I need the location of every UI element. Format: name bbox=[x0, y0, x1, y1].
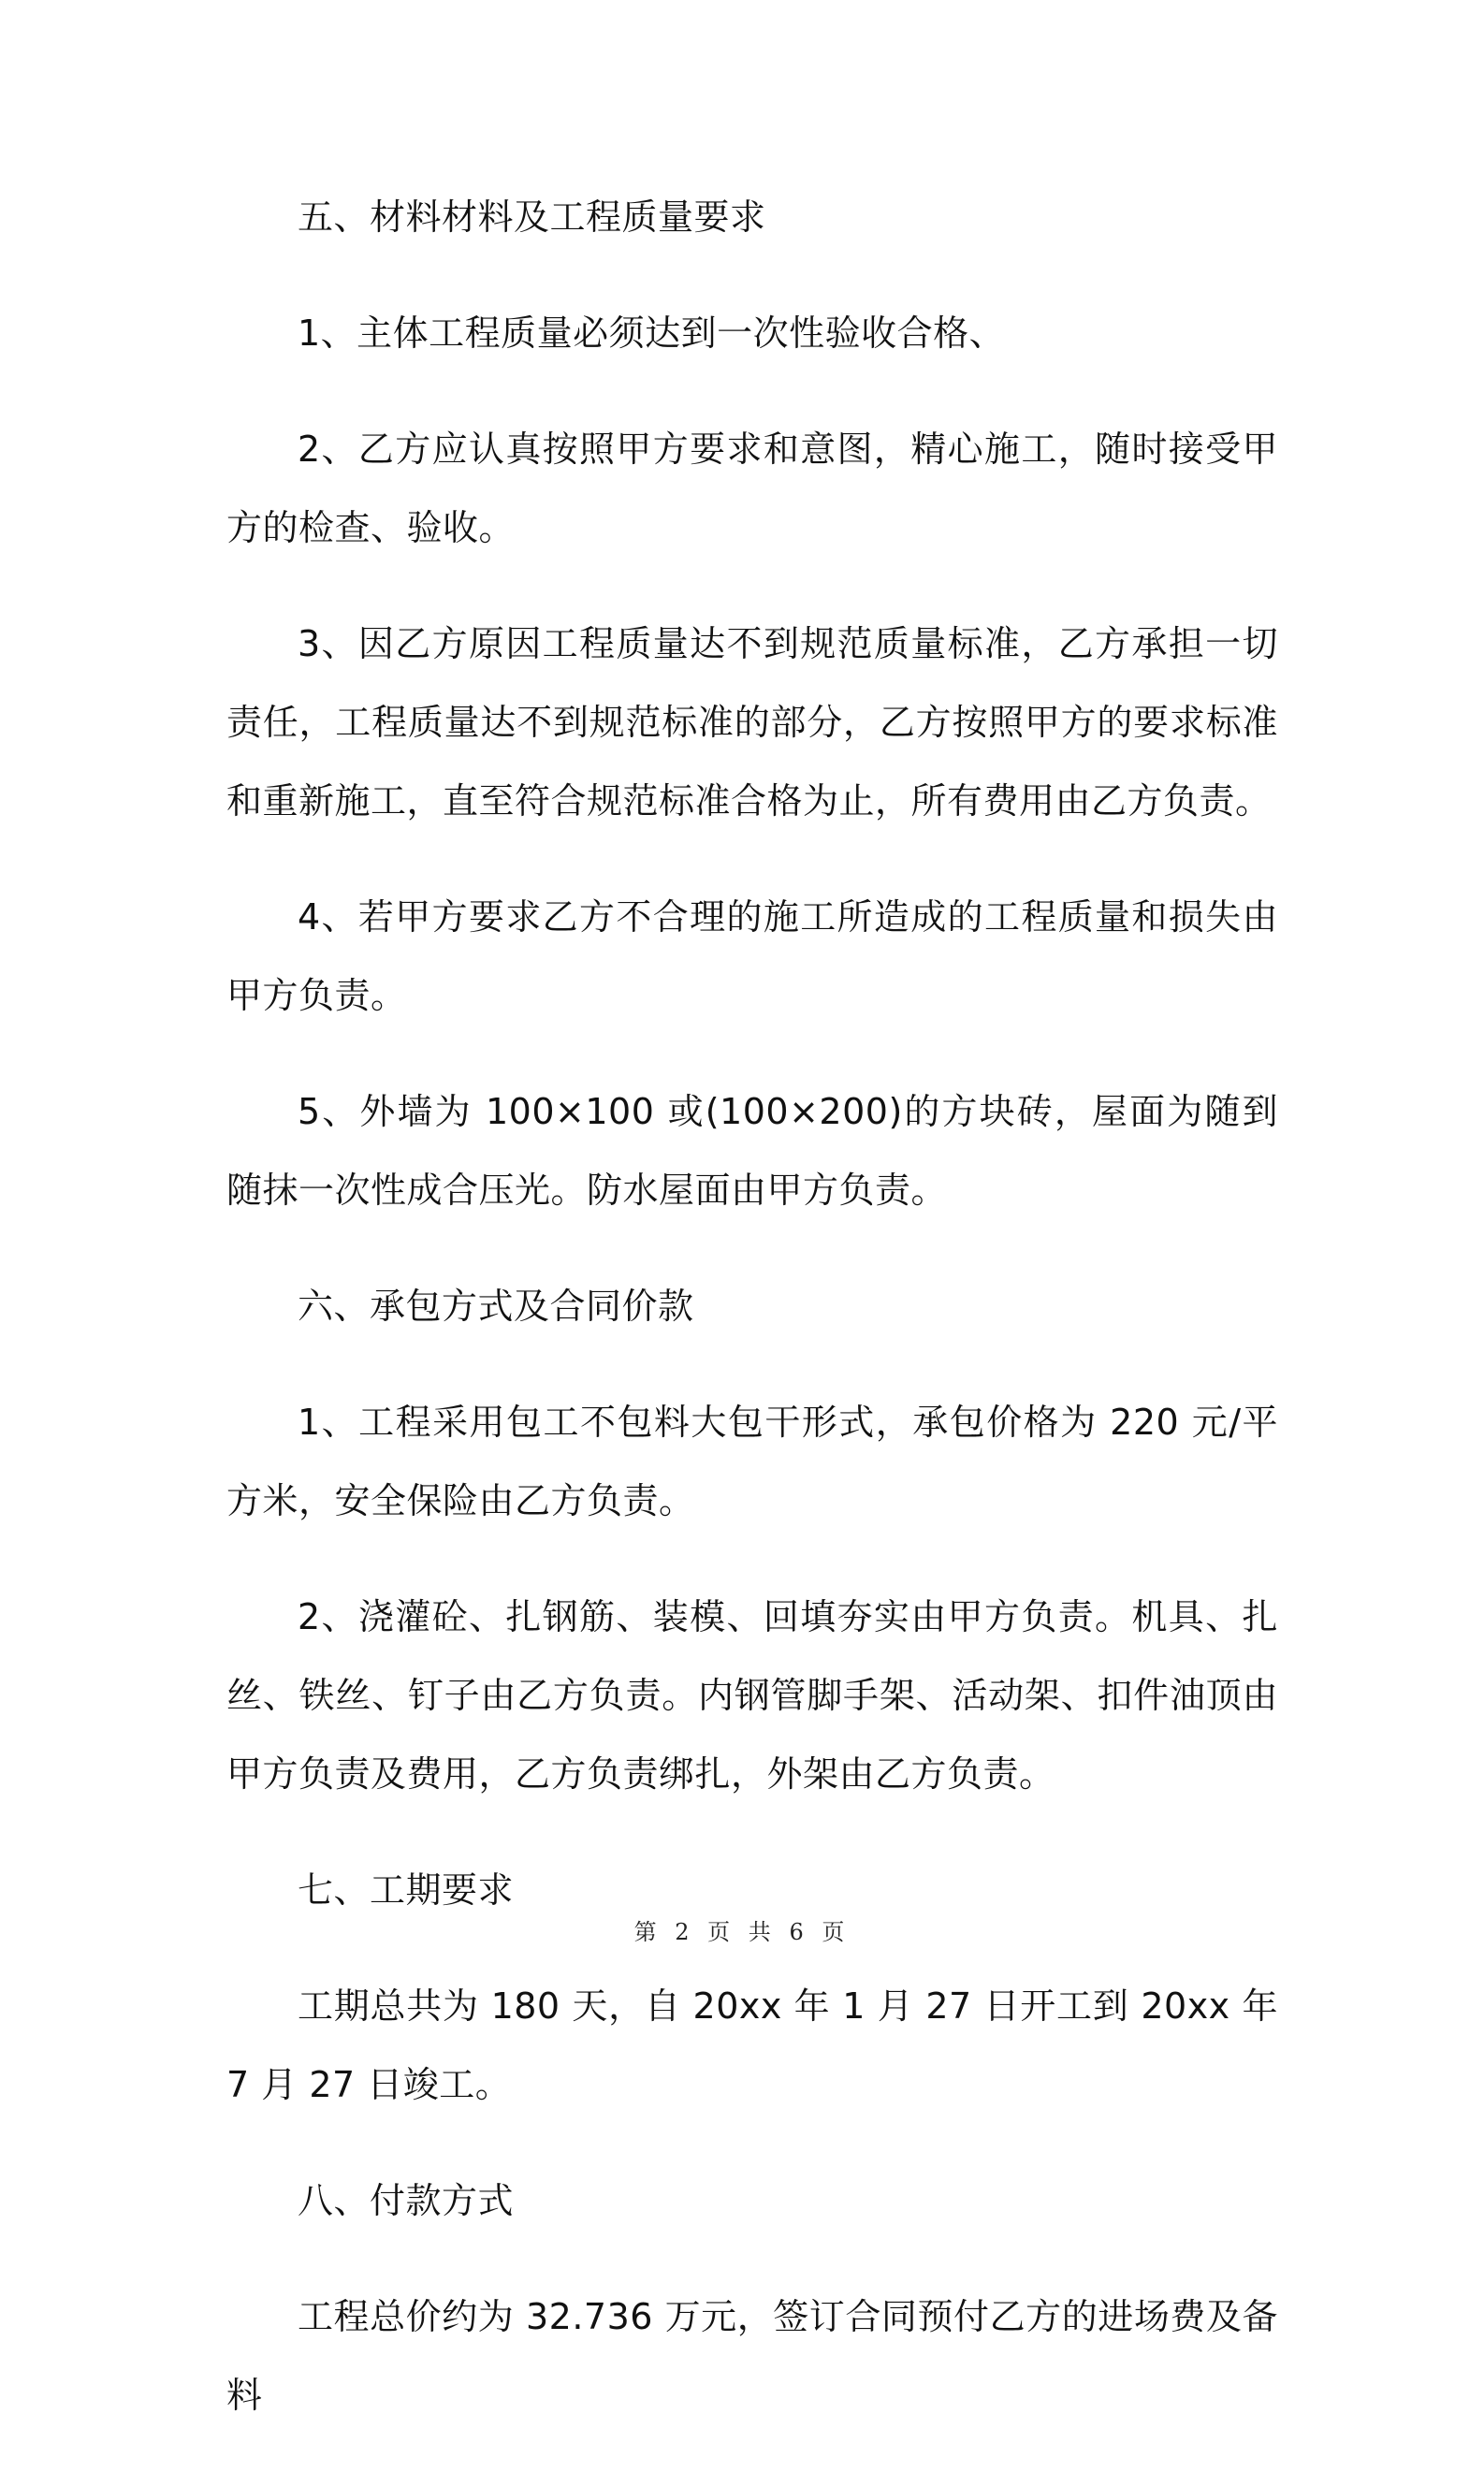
document-body bbox=[226, 178, 1278, 2472]
section-heading-contract-price: 六、承包方式及合同价款 bbox=[298, 1286, 694, 1327]
paragraph-quality-5: 5、外墙为 100×100 或(100×200)的方块砖，屋面为随到随抹一次性成合压光。防水屋面由甲方负责。 bbox=[226, 1091, 1278, 1211]
section-heading-materials-quality: 五、材料材料及工程质量要求 bbox=[298, 196, 766, 238]
paragraph-quality-4: 4、若甲方要求乙方不合理的施工所造成的工程质量和损失由甲方负责。 bbox=[226, 896, 1278, 1016]
paragraph-quality-2: 2、乙方应认真按照甲方要求和意图，精心施工，随时接受甲方的检查、验收。 bbox=[226, 429, 1278, 548]
paragraph-quality-3: 3、因乙方原因工程质量达不到规范质量标准，乙方承担一切责任，工程质量达不到规范标准的部分，乙方按照甲方的要求标准和重新施工，直至符合规范标准合格为止，所有费用由乙方负责。 bbox=[226, 623, 1278, 822]
paragraph-schedule: 工期总共为 180 天，自 20xx 年 1 月 27 日开工到 20xx 年 7 月 27 日竣工。 bbox=[226, 1985, 1278, 2105]
section-heading-schedule: 七、工期要求 bbox=[298, 1869, 515, 1911]
paragraph-payment: 工程总价约为 32.736 万元，签订合同预付乙方的进场费及备料 bbox=[226, 2296, 1278, 2416]
paragraph-contract-2: 2、浇灌砼、扎钢筋、装模、回填夯实由甲方负责。机具、扎丝、铁丝、钉子由乙方负责。内钢管脚手架、活动架、扣件油顶由甲方负责及费用，乙方负责绑扎，外架由乙方负责。 bbox=[226, 1596, 1278, 1795]
paragraph-contract-1: 1、工程采用包工不包料大包干形式，承包价格为 220 元/平方米，安全保险由乙方负责。 bbox=[226, 1402, 1278, 1521]
paragraph-quality-1: 1、主体工程质量必须达到一次性验收合格、 bbox=[298, 313, 1006, 354]
section-heading-payment: 八、付款方式 bbox=[298, 2180, 515, 2221]
page-number-footer: 第 2 页 共 6 页 bbox=[633, 1919, 851, 1945]
